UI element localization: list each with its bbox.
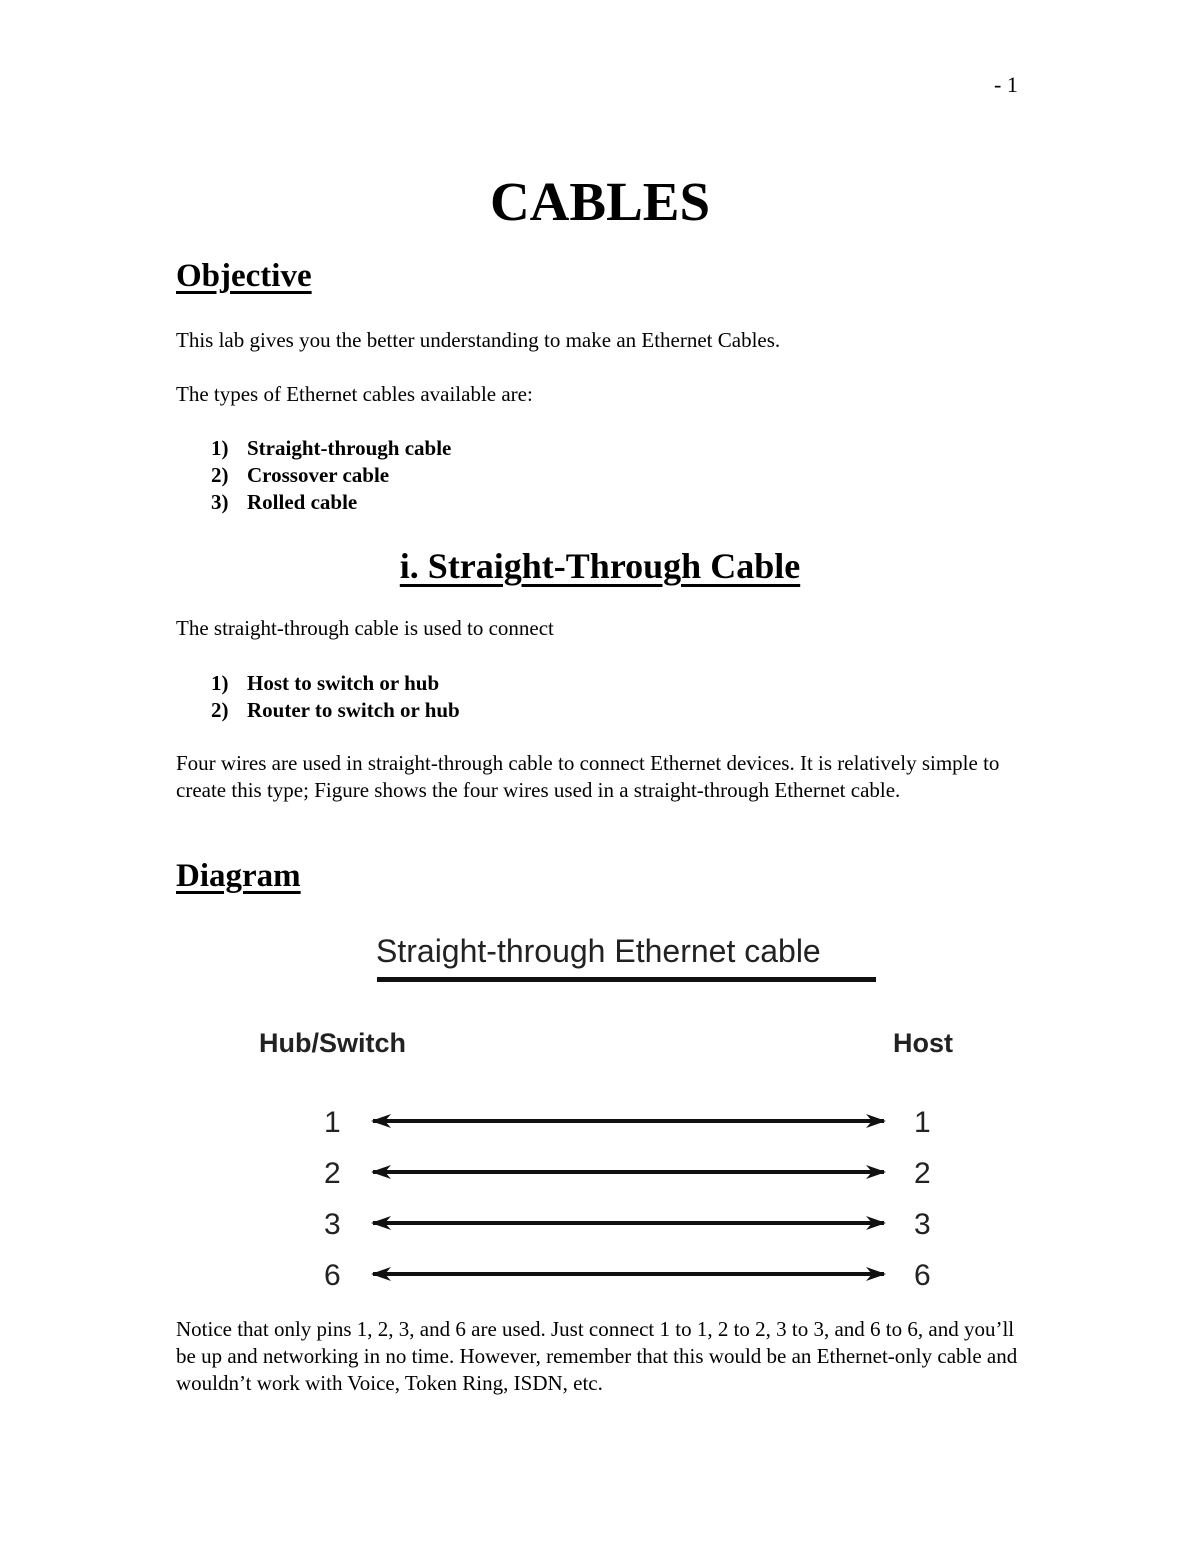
pin-right-label: 2 — [914, 1157, 931, 1190]
pin-left-label: 1 — [324, 1106, 341, 1139]
cable-types-intro: The types of Ethernet cables available are: — [176, 382, 533, 406]
notice-paragraph: Notice that only pins 1, 2, 3, and 6 are used. Just connect 1 to 1, 2 to 2, 3 to 3, and 6 to 6, and you’ll be up and networking in no time. However, remember that this would be an Ethernet-only cable and wouldn’t work with Voice, Token Ring, ISDN, etc. — [176, 1317, 1018, 1395]
list-item: 3) Rolled cable — [211, 490, 358, 514]
pin-right-label: 6 — [914, 1259, 931, 1292]
host-label: Host — [893, 1028, 953, 1058]
page-number: - 1 — [994, 72, 1018, 97]
objective-intro: This lab gives you the better understanding to make an Ethernet Cables. — [176, 328, 781, 352]
straight-through-heading: i. Straight-Through Cable — [399, 546, 801, 586]
cable-types-list — [211, 435, 451, 516]
pin-rows — [324, 1106, 931, 1292]
list-item: 1) Straight-through cable — [211, 436, 452, 460]
straight-through-intro: The straight-through cable is used to connect — [176, 616, 554, 640]
pin-left-label: 6 — [324, 1259, 341, 1292]
diagram-heading: Diagram — [176, 858, 301, 894]
pin-left-label: 2 — [324, 1157, 341, 1190]
pin-left-label: 3 — [324, 1208, 341, 1241]
pin-right-label: 3 — [914, 1208, 931, 1241]
list-item: 2) Crossover cable — [211, 463, 390, 487]
figure-title: Straight-through Ethernet cable — [376, 933, 821, 969]
pin-right-label: 1 — [914, 1106, 931, 1139]
figure-title-underline — [377, 977, 876, 982]
list-item: 1) Host to switch or hub — [211, 671, 440, 695]
straight-through-uses-list — [211, 670, 460, 724]
page-title: CABLES — [489, 171, 711, 232]
straight-through-diagram — [240, 920, 970, 1300]
straight-through-description: Four wires are used in straight-through cable to connect Ethernet devices. It is relatively simple to create this type; Figure shows the four wires used in a straight-through Ethernet cable. — [176, 751, 1000, 802]
objective-heading: Objective — [176, 258, 312, 294]
hub-switch-label: Hub/Switch — [259, 1028, 406, 1058]
list-item: 2) Router to switch or hub — [211, 698, 460, 722]
